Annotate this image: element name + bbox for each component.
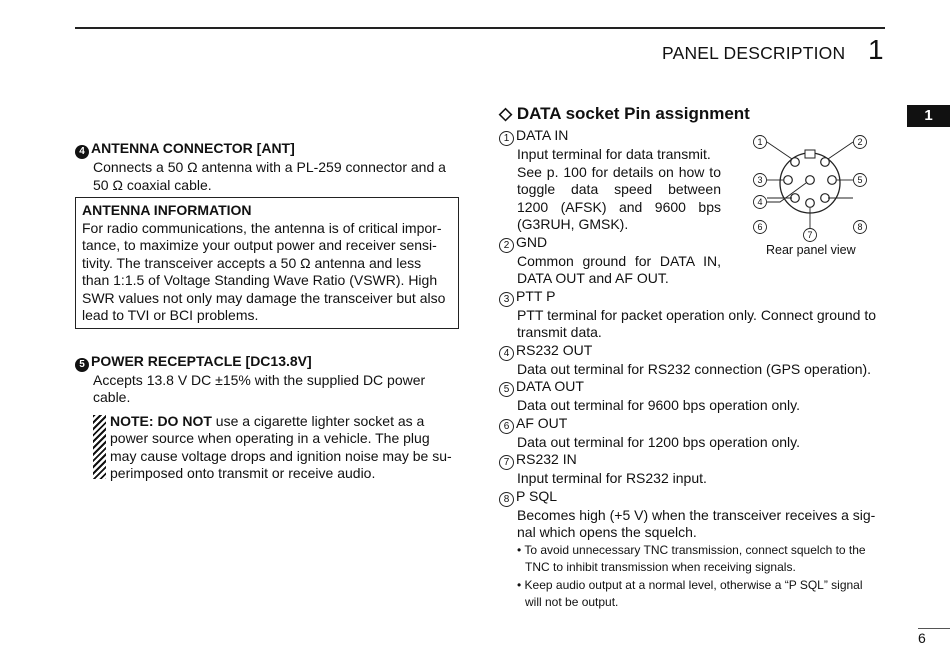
pin-label: 3 bbox=[757, 175, 763, 185]
bullet-note: • Keep audio output at a normal level, otherwise a “P SQL” signal will not be output. bbox=[517, 577, 863, 609]
page-number: 6 bbox=[918, 630, 926, 646]
pin-number: 5 bbox=[499, 382, 514, 397]
pin-number: 3 bbox=[499, 292, 514, 307]
pin-item: 7 RS232 IN Input terminal for RS232 input. bbox=[499, 451, 886, 488]
pin-number: 8 bbox=[499, 492, 514, 507]
pin-label: 8 bbox=[857, 222, 863, 232]
chapter-tab: 1 bbox=[907, 105, 950, 127]
info-line: For radio communications, the antenna is of critical impor- bbox=[82, 219, 442, 236]
header-rule bbox=[75, 27, 885, 29]
antenna-heading: 4 ANTENNA CONNECTOR [ANT] bbox=[75, 140, 459, 159]
pin-label: 2 bbox=[857, 137, 863, 147]
data-socket-title: ◇ DATA socket Pin assignment bbox=[499, 104, 750, 123]
info-line: lead to TVI or BCI problems. bbox=[82, 307, 259, 323]
note-hatch-icon bbox=[93, 415, 106, 479]
power-description: Accepts 13.8 V DC ±15% with the supplied DC power cable. bbox=[93, 371, 426, 405]
footer-rule bbox=[918, 628, 950, 629]
pin-label: 7 bbox=[807, 230, 813, 240]
note-text: NOTE: DO NOT use a cigarette lighter socket as a power source when operating in a vehicle. The plug may cause voltage drops and ignition noise may be su- perimposed onto transmit or receive audio. bbox=[110, 412, 452, 481]
power-heading: 5 POWER RECEPTACLE [DC13.8V] bbox=[75, 353, 459, 372]
pin-number: 1 bbox=[499, 131, 514, 146]
diamond-icon: ◇ bbox=[499, 104, 513, 123]
antenna-info-box bbox=[75, 197, 459, 329]
pin-item: 1 DATA IN Input terminal for data transmit. See p. 100 for details on how to toggle data speed between 1200 (AFSK) and 9600 bps (G3RUH, GMSK). bbox=[499, 127, 721, 234]
info-line: SWR values not only may damage the transceiver but also bbox=[82, 289, 446, 306]
pin-number: 4 bbox=[499, 346, 514, 361]
info-line: tance, to maximize your output power and receiver sensi- bbox=[82, 237, 437, 253]
info-line: than 1:1.5 of Voltage Standing Wave Ratio (VSWR). High bbox=[82, 272, 438, 288]
chapter-number: 1 bbox=[868, 34, 884, 65]
pin-item: 3 PTT P PTT terminal for packet operation only. Connect ground to transmit data. bbox=[499, 288, 886, 342]
pin-item: 8 P SQL Becomes high (+5 V) when the transceiver receives a sig- nal which opens the squelch. bbox=[499, 488, 886, 542]
info-box-heading: ANTENNA INFORMATION bbox=[82, 202, 252, 218]
pin-number: 6 bbox=[499, 419, 514, 434]
pin-label: 5 bbox=[857, 175, 863, 185]
antenna-description: Connects a 50 Ω antenna with a PL-259 connector and a 50 Ω coaxial cable. bbox=[93, 159, 446, 193]
pin-label: 4 bbox=[757, 197, 763, 207]
right-column bbox=[499, 127, 886, 612]
section-title: PANEL DESCRIPTION bbox=[662, 43, 846, 63]
pin-label: 6 bbox=[757, 222, 763, 232]
item-number-badge: 5 bbox=[75, 358, 89, 372]
pin-item: 4 RS232 OUT Data out terminal for RS232 connection (GPS operation). bbox=[499, 342, 886, 379]
diagram-caption: Rear panel view bbox=[766, 243, 856, 257]
pin-item: 2 GND Common ground for DATA IN, DATA OUT and AF OUT. bbox=[499, 234, 721, 288]
left-column bbox=[75, 140, 459, 483]
item-number-badge: 4 bbox=[75, 145, 89, 159]
pin-number: 7 bbox=[499, 455, 514, 470]
pin-item: 6 AF OUT Data out terminal for 1200 bps operation only. bbox=[499, 415, 886, 452]
bullet-note: • To avoid unnecessary TNC transmission, connect squelch to the TNC to inhibit transmission when receiving signals. bbox=[517, 542, 866, 574]
info-line: tivity. The transceiver accepts a 50 Ω antenna and less bbox=[82, 254, 422, 271]
pin-label: 1 bbox=[757, 137, 763, 147]
note-block bbox=[75, 413, 459, 483]
pin-number: 2 bbox=[499, 238, 514, 253]
pin-item: 5 DATA OUT Data out terminal for 9600 bps operation only. bbox=[499, 378, 886, 415]
